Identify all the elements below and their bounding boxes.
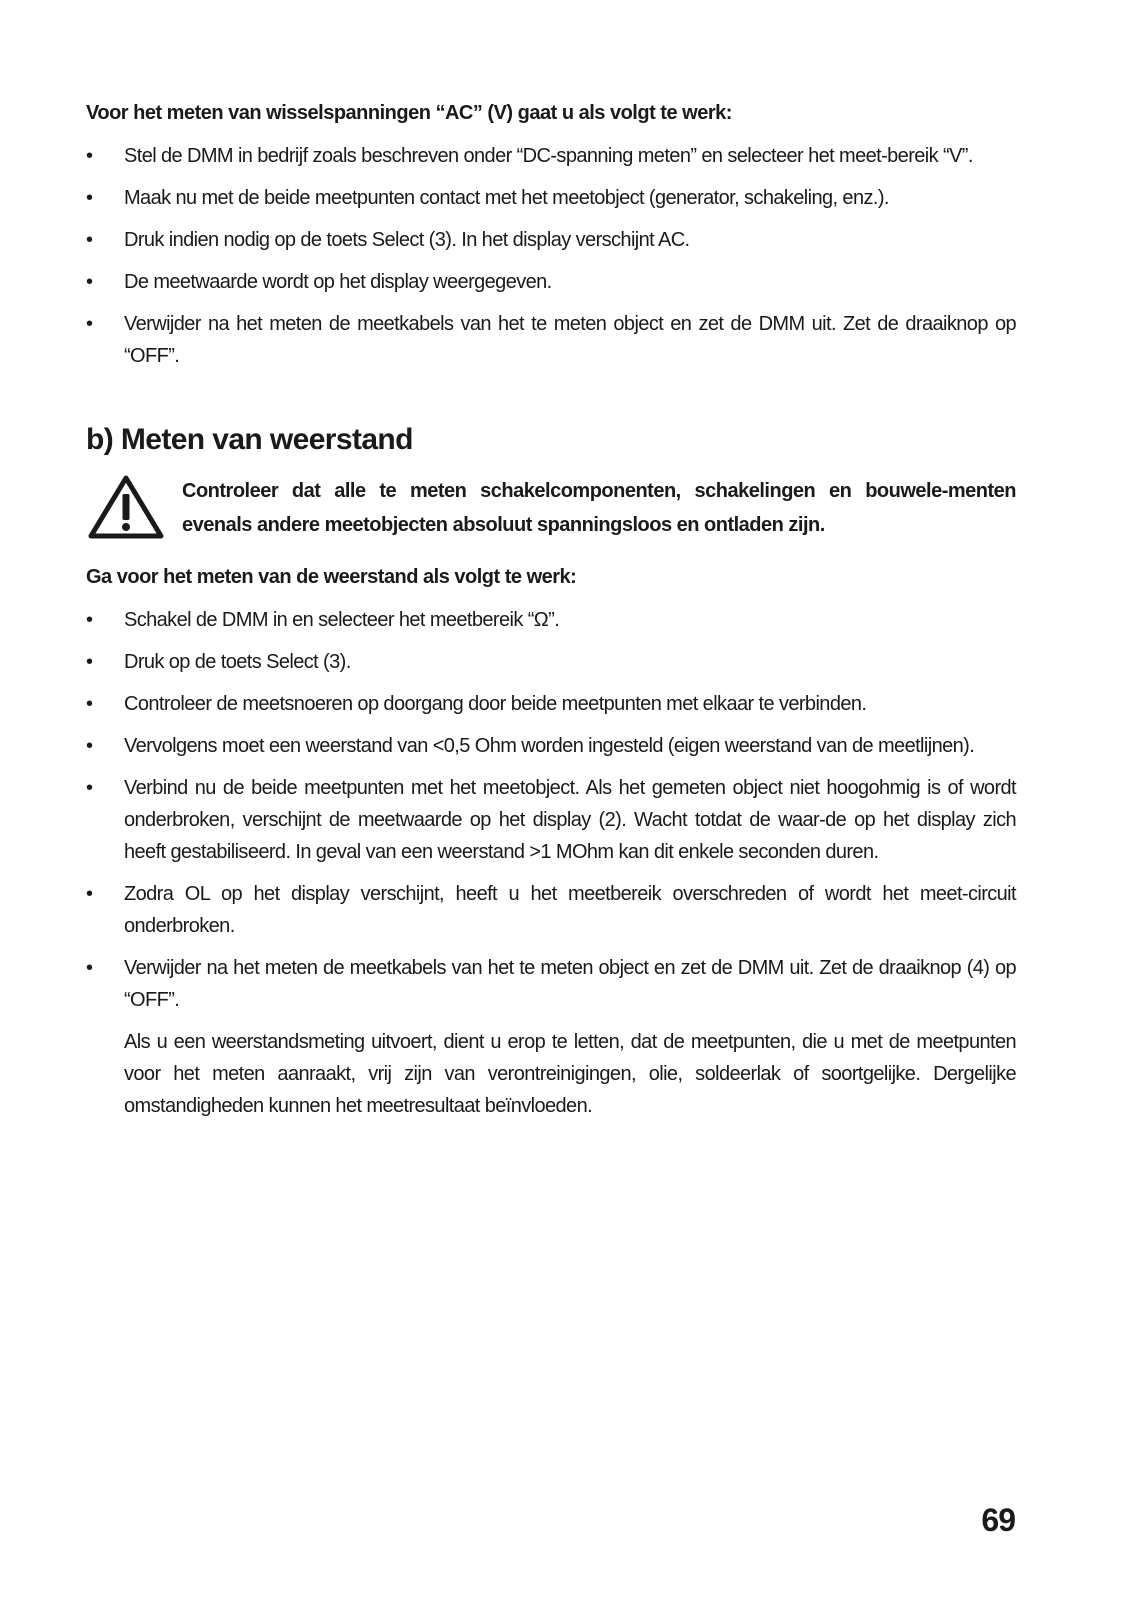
resistance-steps [86,604,1016,1016]
list-item-text: Verbind nu de beide meetpunten met het meetobject. Als het gemeten object niet hoogohmig is of wordt onderbroken, verschijnt de meetwaarde op het display (2). Wacht totdat de waar-de op het display zich heeft gestabiliseerd. In geval van een weerstand >1 MOhm kan dit enkele seconden duren. [124,777,1016,863]
list-item [86,878,1016,942]
resistance-section-title: b) Meten van weerstand [86,423,413,456]
list-item-text: Stel de DMM in bedrijf zoals beschreven onder “DC-spanning meten” en selecteer het meet-bereik “V”. [124,145,973,167]
list-item [86,604,1016,636]
bullet-icon: • [86,187,93,209]
list-item-text: Vervolgens moet een weerstand van <0,5 Ohm worden ingesteld (eigen weerstand van de meetlijnen). [124,735,975,757]
list-item-text: Controleer de meetsnoeren op doorgang door beide meetpunten met elkaar te verbinden. [124,693,867,715]
list-item [86,308,1016,372]
bullet-icon: • [86,651,93,673]
warning-triangle-icon [86,472,166,542]
list-item [86,266,1016,298]
bullet-icon: • [86,957,93,979]
bullet-icon: • [86,313,93,335]
list-item-text: Zodra OL op het display verschijnt, heeft u het meetbereik overschreden of wordt het meet-circuit onderbroken. [124,883,1016,937]
ac-voltage-steps [86,140,1016,372]
warning-text: Controleer dat alle te meten schakelcomponenten, schakelingen en bouwele-menten evenals andere meetobjecten absoluut spanningsloos en ontladen zijn. [182,480,1016,536]
list-item [86,772,1016,868]
list-item-text: Verwijder na het meten de meetkabels van het te meten object en zet de DMM uit. Zet de draaiknop (4) op “OFF”. [124,957,1016,1011]
list-item [86,952,1016,1016]
list-item [86,140,1016,172]
list-item [86,182,1016,214]
list-item [86,730,1016,762]
list-item-text: Druk op de toets Select (3). [124,651,351,673]
list-item [86,224,1016,256]
list-item-text: Druk indien nodig op de toets Select (3). In het display verschijnt AC. [124,229,690,251]
bullet-icon: • [86,229,93,251]
bullet-icon: • [86,271,93,293]
list-item-text: Maak nu met de beide meetpunten contact met het meetobject (generator, schakeling, enz.). [124,187,889,209]
bullet-icon: • [86,735,93,757]
page-content [86,100,1016,1122]
bullet-icon: • [86,609,93,631]
bullet-icon: • [86,145,93,167]
list-item [86,688,1016,720]
page-number: 69 [981,1502,1015,1538]
bullet-icon: • [86,693,93,715]
list-item-text: De meetwaarde wordt op het display weergegeven. [124,271,552,293]
bullet-icon: • [86,883,93,905]
list-item-text: Schakel de DMM in en selecteer het meetbereik “Ω”. [124,609,560,631]
resistance-note: Als u een weerstandsmeting uitvoert, dient u erop te letten, dat de meetpunten, die u met de meetpunten voor het meten aanraakt, vrij zijn van verontreinigingen, olie, soldeerlak of soortgelijke. Dergelijke omstandigheden kunnen het meetresultaat beïnvloeden. [124,1031,1016,1117]
ac-voltage-heading: Voor het meten van wisselspanningen “AC” (V) gaat u als volgt te werk: [86,102,732,124]
warning-box [86,474,1016,542]
bullet-icon: • [86,777,93,799]
resistance-steps-heading: Ga voor het meten van de weerstand als volgt te werk: [86,566,577,588]
list-item [86,646,1016,678]
list-item-text: Verwijder na het meten de meetkabels van het te meten object en zet de DMM uit. Zet de draaiknop op “OFF”. [124,313,1016,367]
